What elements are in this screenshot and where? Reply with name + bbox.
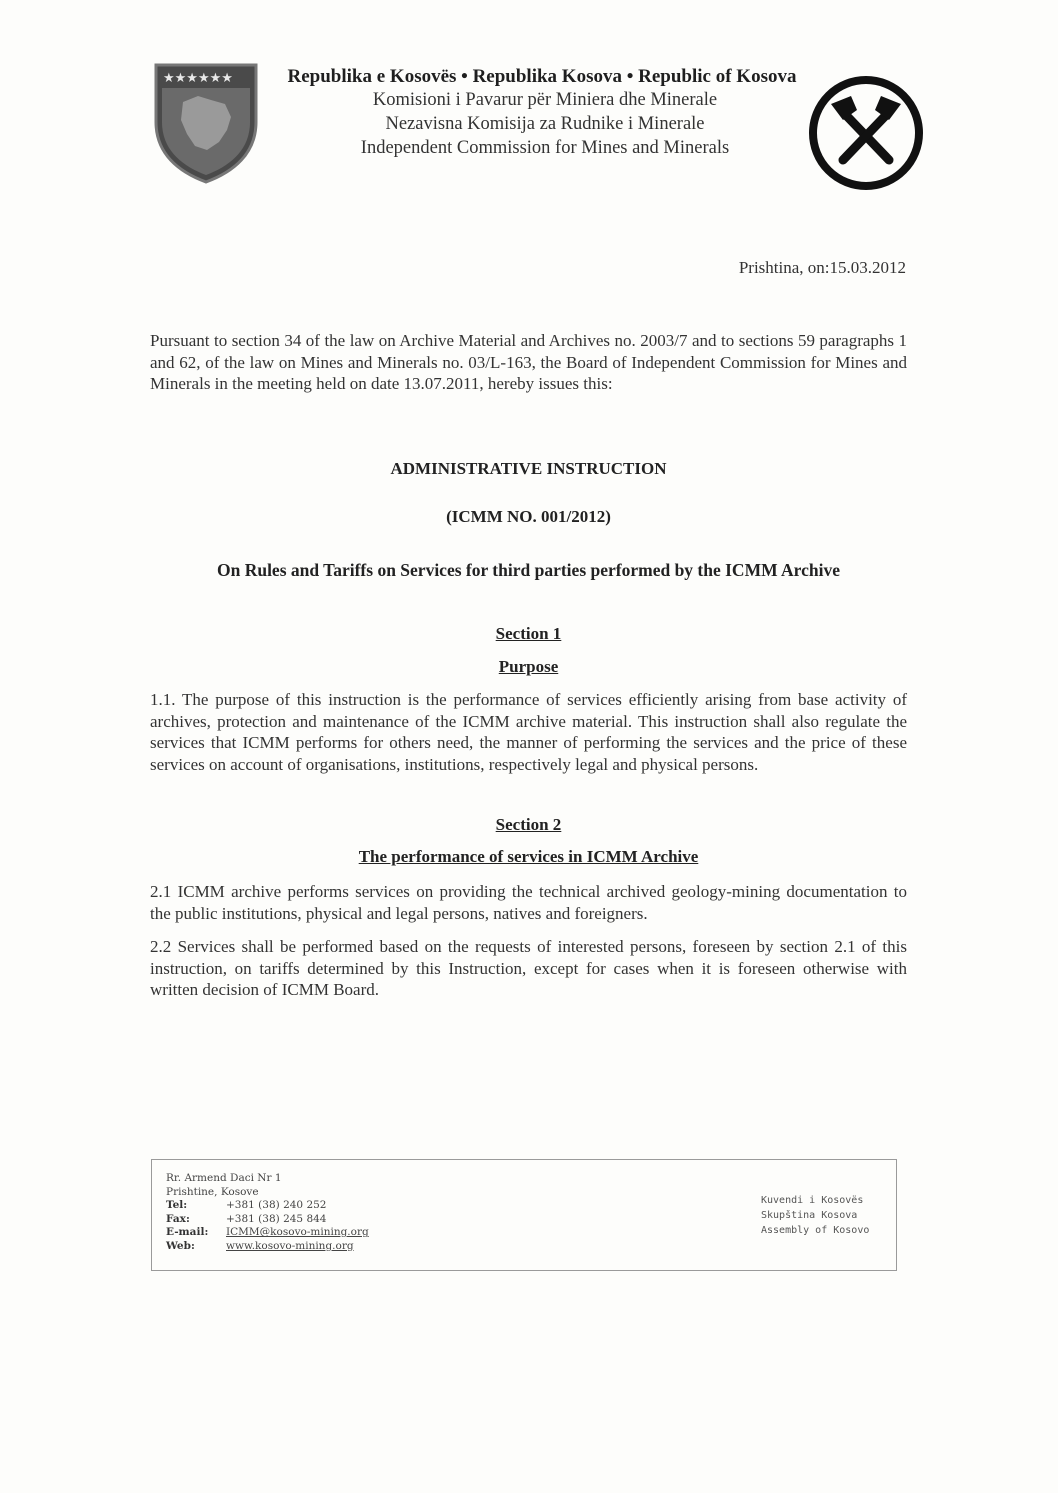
- letterhead-albanian: Komisioni i Pavarur për Miniera dhe Minerale: [372, 90, 718, 110]
- footer-assembly-serbian: Skupština Kosova: [761, 1210, 858, 1221]
- footer-fax-row: [166, 1213, 369, 1227]
- section-1-subheading: Purpose: [498, 657, 559, 676]
- footer-fax: +381 (38) 245 844: [226, 1212, 327, 1225]
- paragraph-2-2: 2.2 Services shall be performed based on the requests of interested persons, foreseen by section 2.1 of this instruction, on tariffs determined by this Instruction, except for cases when it is foreseen otherwise with written decision of ICMM Board.: [150, 937, 907, 999]
- kosovo-coat-of-arms-icon: [153, 62, 259, 184]
- footer-web-label: Web:: [166, 1239, 195, 1252]
- footer-tel-row: [166, 1199, 369, 1213]
- footer-assembly-english: Assembly of Kosovo: [761, 1225, 870, 1236]
- section-2-heading: Section 2: [495, 815, 562, 834]
- document-title: ADMINISTRATIVE INSTRUCTION: [390, 459, 667, 478]
- footer-email-label: E-mail:: [166, 1226, 209, 1239]
- footer-assembly-albanian: Kuvendi i Kosovës: [761, 1195, 864, 1206]
- footer-email-row: [166, 1226, 369, 1240]
- section-1-heading: Section 1: [495, 624, 562, 643]
- paragraph-2-1: 2.1 ICMM archive performs services on providing the technical archived geology-mining documentation to the public institutions, physical and legal persons, natives and foreigners.: [150, 882, 907, 923]
- paragraph-1-1: 1.1. The purpose of this instruction is the performance of services efficiently arising from base activity of archives, protection and maintenance of the ICMM archive material. This instruction shall also regulate the services that ICMM performs for others need, the manner of performing the services and the price of these services on account of organisations, institutions, respectively legal and physical persons.: [150, 690, 907, 774]
- section-2-subheading: The performance of services in ICMM Archive: [358, 847, 699, 866]
- footer-web-link[interactable]: www.kosovo-mining.org: [226, 1239, 354, 1252]
- footer-assembly: [761, 1193, 869, 1238]
- footer-tel-label: Tel:: [166, 1199, 188, 1212]
- footer-contact-box: [151, 1159, 897, 1271]
- footer-tel: +381 (38) 240 252: [226, 1199, 327, 1212]
- letterhead: [262, 66, 828, 160]
- document-number: (ICMM NO. 001/2012): [446, 507, 611, 526]
- preamble: Pursuant to section 34 of the law on Archive Material and Archives no. 2003/7 and to sections 59 paragraphs 1 and 62, of the law on Mines and Minerals no. 03/L-163, the Board of Independent Commission for Mines and Minerals in the meeting held on date 13.07.2011, hereby issues this:: [150, 331, 907, 393]
- footer-fax-label: Fax:: [166, 1212, 190, 1225]
- footer-city: Prishtine, Kosove: [166, 1185, 259, 1198]
- footer-address: [166, 1172, 369, 1254]
- date-line: Prishtina, on:15.03.2012: [738, 258, 906, 277]
- document-subject: On Rules and Tariffs on Services for third parties performed by the ICMM Archive: [216, 560, 840, 580]
- footer-web-row: [166, 1240, 369, 1254]
- svg-text:★★★★★★: ★★★★★★: [163, 71, 233, 86]
- letterhead-serbian: Nezavisna Komisija za Rudnike i Minerale: [385, 114, 705, 134]
- footer-street: Rr. Armend Daci Nr 1: [166, 1172, 282, 1184]
- footer-email-link[interactable]: ICMM@kosovo-mining.org: [226, 1226, 369, 1239]
- letterhead-english: Independent Commission for Mines and Minerals: [360, 138, 730, 158]
- letterhead-republic: Republika e Kosovës • Republika Kosova • Republic of Kosova: [287, 66, 797, 87]
